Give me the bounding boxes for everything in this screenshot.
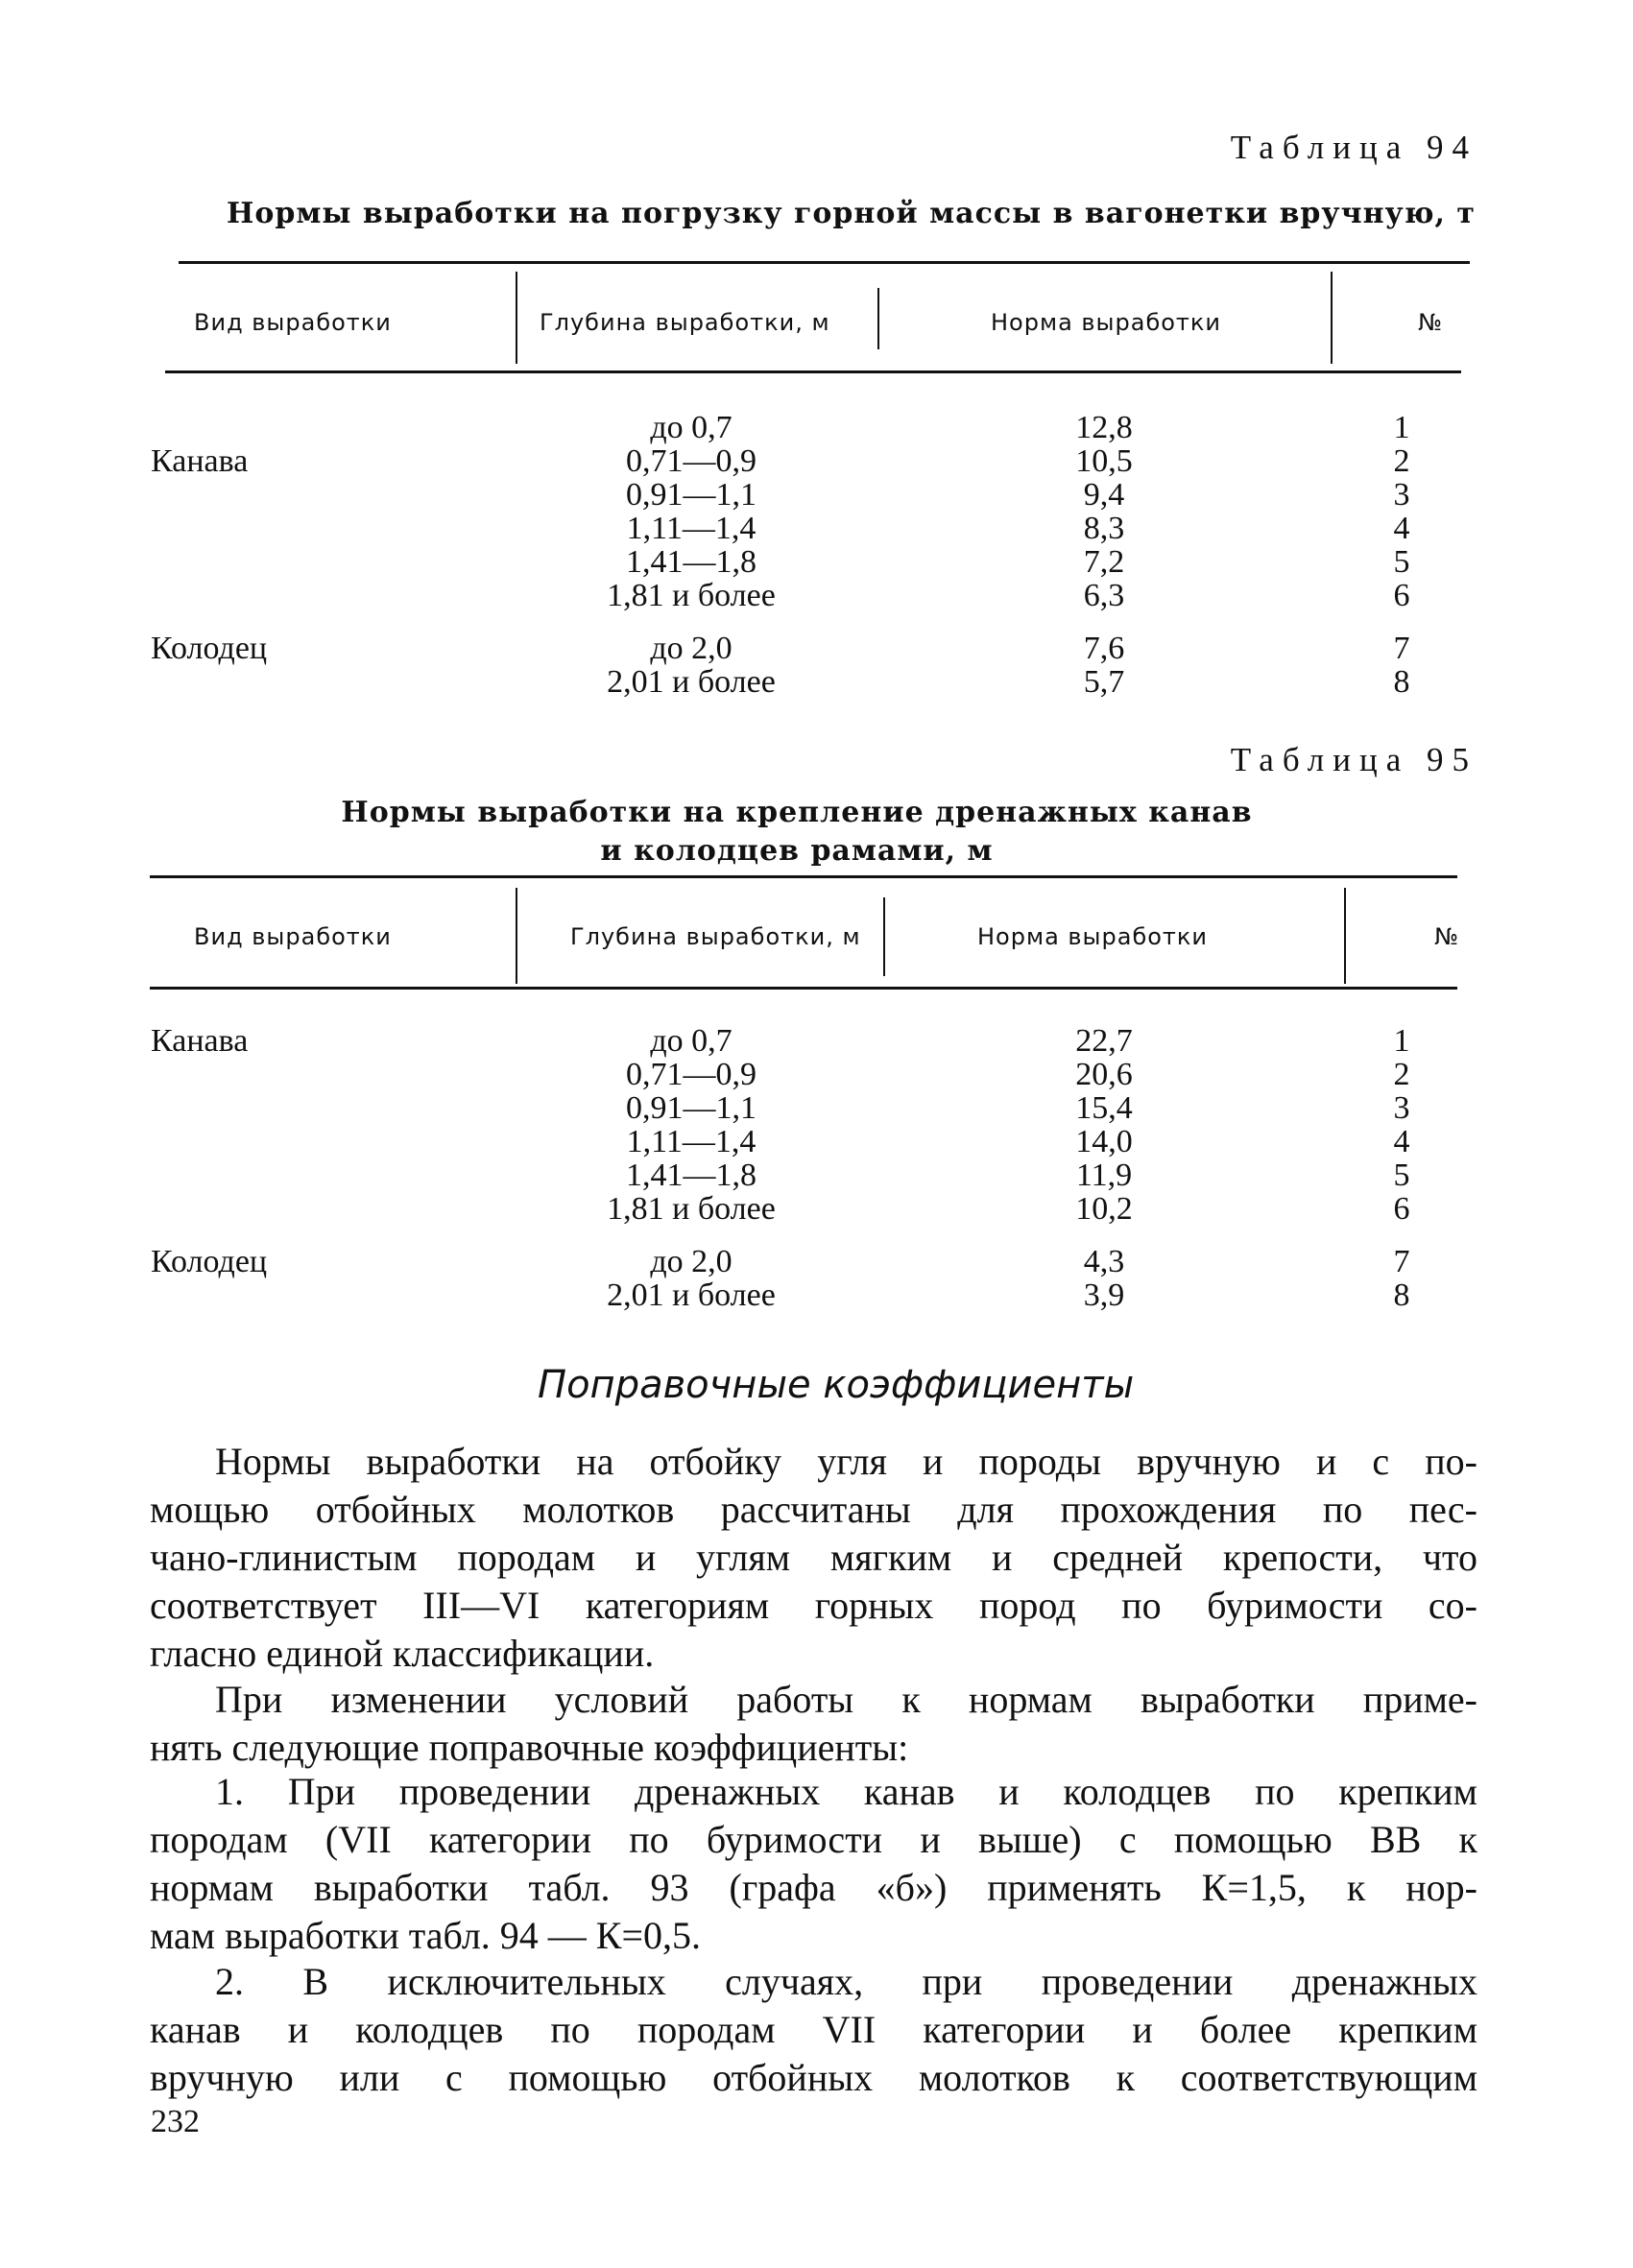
table-94-header-type: Вид выработки — [194, 309, 392, 336]
table-95-norm-cell: 22,7 — [1075, 1023, 1133, 1059]
table-95-header-depth: Глубина выработки, м — [570, 923, 861, 950]
table-94-depth-cell: 0,71—0,9 — [626, 443, 756, 479]
table-94-header-num: № — [1418, 309, 1443, 336]
table-94-col-divider-2 — [877, 288, 879, 349]
table-94-norm-column-kanava — [1037, 411, 1171, 612]
table-95-header-norm: Норма выработки — [977, 923, 1208, 950]
table-94-norm-cell: 9,4 — [1083, 477, 1125, 513]
table-95-norm-cell: 20,6 — [1075, 1057, 1133, 1092]
table-94-depth-column-kolodets — [576, 632, 806, 699]
paragraph-line: нормам выработки табл. 93 (графа «б») применять К=1,5, к нор- — [150, 1866, 1477, 1909]
table-95-norm-cell: 10,2 — [1075, 1191, 1133, 1227]
paragraph-3 — [150, 1768, 1477, 1960]
table-95-title — [317, 794, 1277, 871]
table-95-header-type: Вид выработки — [194, 923, 392, 950]
table-95-depth-column-kolodets — [576, 1245, 806, 1312]
paragraph-2 — [150, 1676, 1477, 1772]
table-94-num-column-kolodets — [1373, 632, 1430, 699]
table-95-norm-cell: 11,9 — [1075, 1158, 1133, 1193]
table-95-num-column-kolodets — [1373, 1245, 1430, 1312]
table-94-depth-cell: 2,01 и более — [607, 664, 776, 700]
table-95-num-cell: 4 — [1393, 1124, 1410, 1159]
table-94-header-norm: Норма выработки — [991, 309, 1221, 336]
paragraph-line: канав и колодцев по породам VII категории и более крепким — [150, 2008, 1477, 2051]
table-95-header-rule — [150, 987, 1457, 990]
table-94-col-divider-1 — [516, 272, 517, 364]
table-94-num-cell: 2 — [1393, 443, 1410, 479]
table-95-depth-cell: до 0,7 — [650, 1023, 732, 1059]
table-94-norm-cell: 8,3 — [1083, 511, 1125, 546]
table-94-norm-cell: 5,7 — [1083, 664, 1125, 700]
table-94-title: Нормы выработки на погрузку горной массы в вагонетки вручную, т — [227, 197, 1476, 230]
page-number: 232 — [151, 2104, 200, 2139]
paragraph-line: соответствует III—VI категориям горных пород по буримости со- — [150, 1584, 1477, 1627]
table-95-norm-cell: 14,0 — [1075, 1124, 1133, 1159]
paragraph-line: Нормы выработки на отбойку угля и породы вручную и с по- — [215, 1440, 1477, 1483]
table-95-depth-cell: 2,01 и более — [607, 1277, 776, 1313]
paragraph-line: 2. В исключительных случаях, при проведении дренажных — [215, 1960, 1477, 2003]
table-95-num-cell: 6 — [1393, 1191, 1410, 1227]
paragraph-4 — [150, 1958, 1477, 2102]
table-94-num-cell: 8 — [1393, 664, 1410, 700]
table-95-type-kanava: Канава — [151, 1023, 249, 1059]
table-94-header-rule — [165, 370, 1461, 373]
table-95-norm-column-kolodets — [1037, 1245, 1171, 1312]
table-94-label: Таблица 94 — [1230, 129, 1477, 166]
table-94-depth-column-kanava — [576, 411, 806, 612]
paragraph-1 — [150, 1438, 1477, 1678]
table-95-depth-cell: 1,41—1,8 — [626, 1158, 756, 1193]
paragraph-line: породам (VII категории по буримости и выше) с помощью ВВ к — [150, 1818, 1477, 1861]
paragraph-line: 1. При проведении дренажных канав и колодцев по крепким — [215, 1770, 1477, 1813]
table-95-depth-cell: 1,11—1,4 — [626, 1124, 756, 1159]
table-95-norm-cell: 15,4 — [1075, 1090, 1133, 1126]
table-94-depth-cell: 0,91—1,1 — [626, 477, 756, 513]
table-95-depth-cell: 0,71—0,9 — [626, 1057, 756, 1092]
table-94-depth-cell: 1,11—1,4 — [626, 511, 756, 546]
table-95-type-kolodets: Колодец — [151, 1244, 268, 1279]
table-95-col-divider-2 — [883, 897, 885, 976]
table-94-norm-cell: 7,6 — [1083, 631, 1125, 666]
table-94-norm-cell: 12,8 — [1075, 410, 1133, 445]
table-95-num-cell: 8 — [1393, 1277, 1410, 1313]
paragraph-line: мощью отбойных молотков рассчитаны для прохождения по пес- — [150, 1488, 1477, 1531]
table-94-type-kolodets: Колодец — [151, 631, 268, 666]
section-heading: Поправочные коэффициенты — [538, 1363, 1135, 1407]
table-94-depth-cell: до 2,0 — [650, 631, 732, 666]
table-94-num-cell: 1 — [1393, 410, 1410, 445]
table-95-norm-column-kanava — [1037, 1024, 1171, 1226]
table-94-norm-cell: 10,5 — [1075, 443, 1133, 479]
table-94-depth-cell: до 0,7 — [650, 410, 732, 445]
table-95-depth-cell: до 2,0 — [650, 1244, 732, 1279]
table-95-title-line-2: и колодцев рамами, м — [600, 834, 994, 868]
table-94-num-cell: 6 — [1393, 578, 1410, 613]
table-94-depth-cell: 1,41—1,8 — [626, 544, 756, 580]
table-94-top-rule — [179, 261, 1470, 264]
table-95-depth-column-kanava — [576, 1024, 806, 1226]
table-94-norm-column-kolodets — [1037, 632, 1171, 699]
paragraph-line: вручную или с помощью отбойных молотков к соответствующим — [150, 2056, 1477, 2099]
paragraph-line: чано-глинистым породам и углям мягким и средней крепости, что — [150, 1536, 1477, 1579]
table-95-norm-cell: 3,9 — [1083, 1277, 1125, 1313]
table-94-norm-cell: 6,3 — [1083, 578, 1125, 613]
table-95-num-column-kanava — [1373, 1024, 1430, 1226]
table-95-norm-cell: 4,3 — [1083, 1244, 1125, 1279]
table-95-depth-cell: 1,81 и более — [607, 1191, 776, 1227]
table-94-depth-cell: 1,81 и более — [607, 578, 776, 613]
table-94-col-divider-3 — [1331, 272, 1333, 364]
paragraph-line: мам выработки табл. 94 — К=0,5. — [150, 1914, 702, 1957]
table-95-num-cell: 7 — [1393, 1244, 1410, 1279]
table-94-num-cell: 4 — [1393, 511, 1410, 546]
table-95-title-line-1: Нормы выработки на крепление дренажных канав — [341, 796, 1253, 829]
table-95-num-cell: 5 — [1393, 1158, 1410, 1193]
paragraph-line: При изменении условий работы к нормам выработки приме- — [215, 1678, 1477, 1721]
table-95-col-divider-3 — [1344, 888, 1346, 984]
table-94-num-cell: 3 — [1393, 477, 1410, 513]
table-94-header-depth: Глубина выработки, м — [540, 309, 830, 336]
table-94-num-cell: 5 — [1393, 544, 1410, 580]
table-95-depth-cell: 0,91—1,1 — [626, 1090, 756, 1126]
table-95-num-cell: 2 — [1393, 1057, 1410, 1092]
table-94-type-kanava: Канава — [151, 443, 249, 479]
table-95-num-cell: 3 — [1393, 1090, 1410, 1126]
table-95-num-cell: 1 — [1393, 1023, 1410, 1059]
table-95-col-divider-1 — [516, 888, 517, 984]
paragraph-line: гласно единой классификации. — [150, 1632, 655, 1675]
table-95-label: Таблица 95 — [1230, 741, 1477, 778]
paragraph-line: нять следующие поправочные коэффициенты: — [150, 1726, 909, 1769]
table-94-norm-cell: 7,2 — [1083, 544, 1125, 580]
table-94-num-column-kanava — [1373, 411, 1430, 612]
table-95-top-rule — [150, 875, 1457, 878]
table-94-num-cell: 7 — [1393, 631, 1410, 666]
table-95-header-num: № — [1434, 923, 1459, 950]
